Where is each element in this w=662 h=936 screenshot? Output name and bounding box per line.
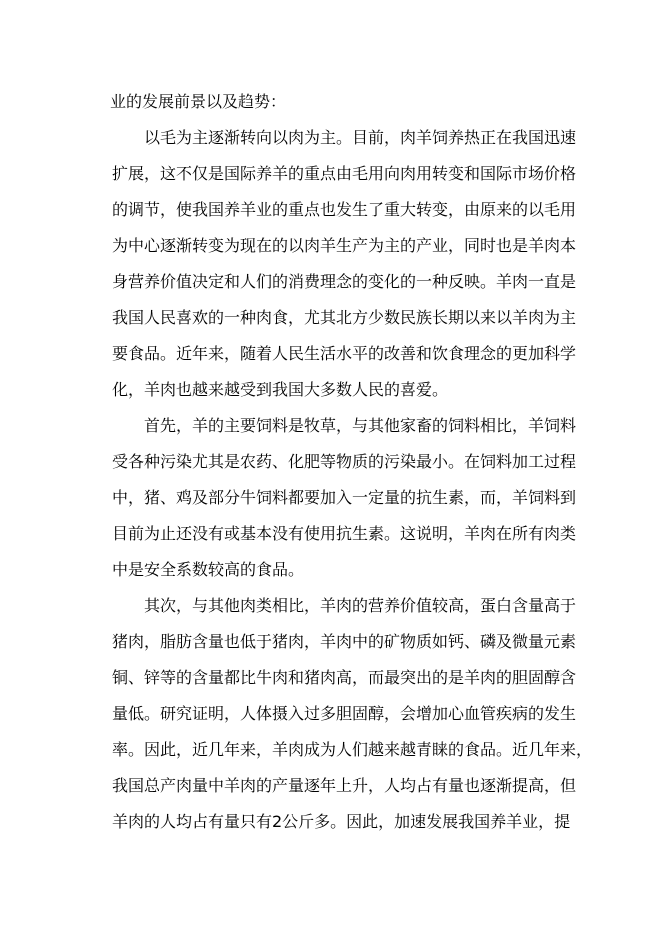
text-line: 受各种污染尤其是农药、化肥等物质的污染最小。在饲料加工过程 bbox=[112, 452, 577, 471]
text-line: 业的发展前景以及趋势： bbox=[110, 92, 287, 111]
text-line: 羊肉的人均占有量只有2公斤多。因此，加速发展我国养羊业，提 bbox=[112, 812, 571, 831]
text-line: 率。因此，近几年来，羊肉成为人们越来越青睐的食品。近几年来， bbox=[112, 740, 593, 759]
text-line: 中，猪、鸡及部分牛饲料都要加入一定量的抗生素，而，羊饲料到 bbox=[112, 488, 577, 507]
text-line: 量低。研究证明，人体摄入过多胆固醇，会增加心血管疾病的发生 bbox=[112, 704, 577, 723]
text-line: 以毛为主逐渐转向以肉为主。目前，肉羊饲养热正在我国迅速 bbox=[144, 128, 577, 147]
text-line: 化，羊肉也越来越受到我国大多数人民的喜爱。 bbox=[112, 380, 449, 399]
text-line: 我国总产肉量中羊肉的产量逐年上升，人均占有量也逐渐提高，但 bbox=[112, 776, 577, 795]
text-line: 中是安全系数较高的食品。 bbox=[112, 560, 305, 579]
text-line: 的调节，使我国养羊业的重点也发生了重大转变，由原来的以毛用 bbox=[112, 200, 577, 219]
text-line: 要食品。近年来，随着人民生活水平的改善和饮食理念的更加科学 bbox=[112, 344, 577, 363]
text-line: 我国人民喜欢的一种肉食，尤其北方少数民族长期以来以羊肉为主 bbox=[112, 308, 577, 327]
text-line: 猪肉，脂肪含量也低于猪肉，羊肉中的矿物质如钙、磷及微量元素 bbox=[112, 632, 577, 651]
text-line: 铜、锌等的含量都比牛肉和猪肉高，而最突出的是羊肉的胆固醇含 bbox=[112, 668, 577, 687]
text-line: 其次，与其他肉类相比，羊肉的营养价值较高，蛋白含量高于 bbox=[144, 596, 577, 615]
text-line: 扩展，这不仅是国际养羊的重点由毛用向肉用转变和国际市场价格 bbox=[112, 164, 577, 183]
text-line: 目前为止还没有或基本没有使用抗生素。这说明，羊肉在所有肉类 bbox=[112, 524, 577, 543]
text-line: 为中心逐渐转变为现在的以肉羊生产为主的产业，同时也是羊肉本 bbox=[112, 236, 577, 255]
text-line: 身营养价值决定和人们的消费理念的变化的一种反映。羊肉一直是 bbox=[112, 272, 577, 291]
text-line: 首先，羊的主要饲料是牧草，与其他家畜的饲料相比，羊饲料 bbox=[144, 416, 577, 435]
